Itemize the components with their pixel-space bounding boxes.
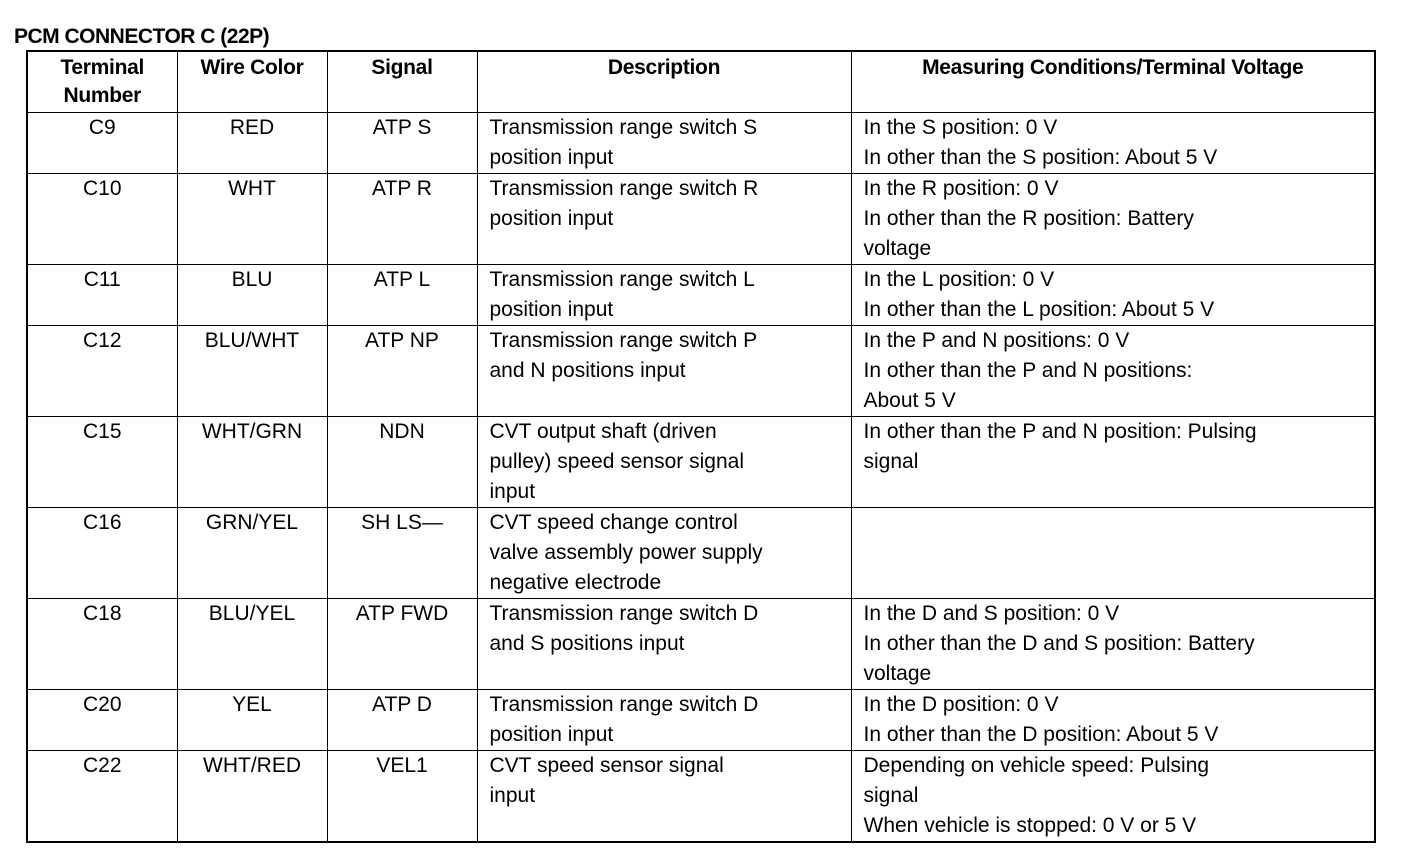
measuring-conditions-cell	[851, 174, 1375, 265]
terminal-number-cell: C9	[27, 113, 177, 174]
signal-cell: ATP FWD	[327, 599, 477, 690]
measuring-line: signal	[863, 450, 919, 473]
description-cell	[477, 113, 851, 174]
description-line: input	[489, 480, 536, 503]
terminal-number-cell: C11	[27, 265, 177, 326]
wire-color-cell: WHT/GRN	[177, 417, 327, 508]
table-row	[27, 265, 1375, 326]
description-cell	[477, 599, 851, 690]
description-line: CVT output shaft (driven	[489, 420, 717, 443]
table-row	[27, 174, 1375, 265]
header-description: Description	[477, 51, 851, 113]
wire-color-cell: BLU	[177, 265, 327, 326]
measuring-conditions-cell	[851, 265, 1375, 326]
wire-color-cell: YEL	[177, 690, 327, 751]
description-line: position input	[489, 723, 614, 746]
description-line: CVT speed sensor signal	[489, 754, 724, 777]
signal-cell: ATP R	[327, 174, 477, 265]
measuring-line: In the D and S position: 0 V	[863, 602, 1120, 625]
signal-cell: SH LS—	[327, 508, 477, 599]
measuring-line: signal	[863, 784, 919, 807]
description-line: negative electrode	[489, 571, 662, 594]
description-cell	[477, 508, 851, 599]
description-line: Transmission range switch R	[489, 177, 759, 200]
wire-color-cell: GRN/YEL	[177, 508, 327, 599]
table-row	[27, 326, 1375, 417]
measuring-line: In the R position: 0 V	[863, 177, 1059, 200]
description-line: position input	[489, 207, 614, 230]
measuring-line: About 5 V	[863, 389, 956, 412]
wire-color-cell: BLU/YEL	[177, 599, 327, 690]
description-line: position input	[489, 146, 614, 169]
header-signal: Signal	[327, 51, 477, 113]
measuring-line: In the S position: 0 V	[863, 116, 1058, 139]
wire-color-cell: BLU/WHT	[177, 326, 327, 417]
signal-cell: ATP D	[327, 690, 477, 751]
description-line: Transmission range switch L	[489, 268, 755, 291]
table-row	[27, 690, 1375, 751]
measuring-line: In the D position: 0 V	[863, 693, 1059, 716]
measuring-line: voltage	[863, 662, 932, 685]
measuring-line: In other than the L position: About 5 V	[863, 298, 1215, 321]
measuring-line: When vehicle is stopped: 0 V or 5 V	[863, 814, 1197, 837]
description-line: Transmission range switch D	[489, 602, 759, 625]
measuring-conditions-cell	[851, 326, 1375, 417]
measuring-line: In other than the D and S position: Battery	[863, 632, 1255, 655]
description-line: and N positions input	[489, 359, 686, 382]
measuring-line: In other than the P and N position: Pulsing	[863, 420, 1257, 443]
measuring-conditions-cell	[851, 751, 1375, 843]
description-cell	[477, 417, 851, 508]
measuring-conditions-cell	[851, 599, 1375, 690]
connector-table	[26, 50, 1376, 843]
description-line: pulley) speed sensor signal	[489, 450, 744, 473]
wire-color-cell: WHT/RED	[177, 751, 327, 843]
signal-cell: ATP S	[327, 113, 477, 174]
description-cell	[477, 265, 851, 326]
terminal-number-cell: C18	[27, 599, 177, 690]
header-measuring-conditions: Measuring Conditions/Terminal Voltage	[851, 51, 1375, 113]
description-line: input	[489, 784, 536, 807]
description-line: Transmission range switch P	[489, 329, 758, 352]
description-line: Transmission range switch S	[489, 116, 758, 139]
terminal-number-cell: C15	[27, 417, 177, 508]
measuring-line: In the P and N positions: 0 V	[863, 329, 1130, 352]
terminal-number-cell: C16	[27, 508, 177, 599]
terminal-number-cell: C10	[27, 174, 177, 265]
table-row	[27, 508, 1375, 599]
table-row	[27, 599, 1375, 690]
page-title: PCM CONNECTOR C (22P)	[14, 25, 270, 48]
table-body	[27, 113, 1375, 843]
wire-color-cell: WHT	[177, 174, 327, 265]
description-cell	[477, 174, 851, 265]
measuring-line: voltage	[863, 237, 932, 260]
measuring-line: In other than the S position: About 5 V	[863, 146, 1218, 169]
terminal-number-cell: C20	[27, 690, 177, 751]
signal-cell: ATP L	[327, 265, 477, 326]
wire-color-cell: RED	[177, 113, 327, 174]
description-cell	[477, 751, 851, 843]
description-cell	[477, 326, 851, 417]
measuring-conditions-cell	[851, 508, 1375, 599]
signal-cell: NDN	[327, 417, 477, 508]
description-line: Transmission range switch D	[489, 693, 759, 716]
measuring-conditions-cell	[851, 690, 1375, 751]
header-terminal-number: Terminal Number	[27, 51, 177, 113]
measuring-line: In other than the P and N positions:	[863, 359, 1193, 382]
measuring-line: In other than the R position: Battery	[863, 207, 1194, 230]
table-row	[27, 751, 1375, 843]
description-line: and S positions input	[489, 632, 685, 655]
description-line: position input	[489, 298, 614, 321]
description-line: CVT speed change control	[489, 511, 738, 534]
measuring-line: Depending on vehicle speed: Pulsing	[863, 754, 1210, 777]
measuring-line: In the L position: 0 V	[863, 268, 1055, 291]
table-row	[27, 113, 1375, 174]
measuring-line: In other than the D position: About 5 V	[863, 723, 1219, 746]
measuring-conditions-cell	[851, 113, 1375, 174]
table-header-row	[27, 51, 1375, 113]
header-wire-color: Wire Color	[177, 51, 327, 113]
terminal-number-cell: C22	[27, 751, 177, 843]
measuring-conditions-cell	[851, 417, 1375, 508]
description-line: valve assembly power supply	[489, 541, 763, 564]
signal-cell: ATP NP	[327, 326, 477, 417]
table-row	[27, 417, 1375, 508]
description-cell	[477, 690, 851, 751]
signal-cell: VEL1	[327, 751, 477, 843]
terminal-number-cell: C12	[27, 326, 177, 417]
